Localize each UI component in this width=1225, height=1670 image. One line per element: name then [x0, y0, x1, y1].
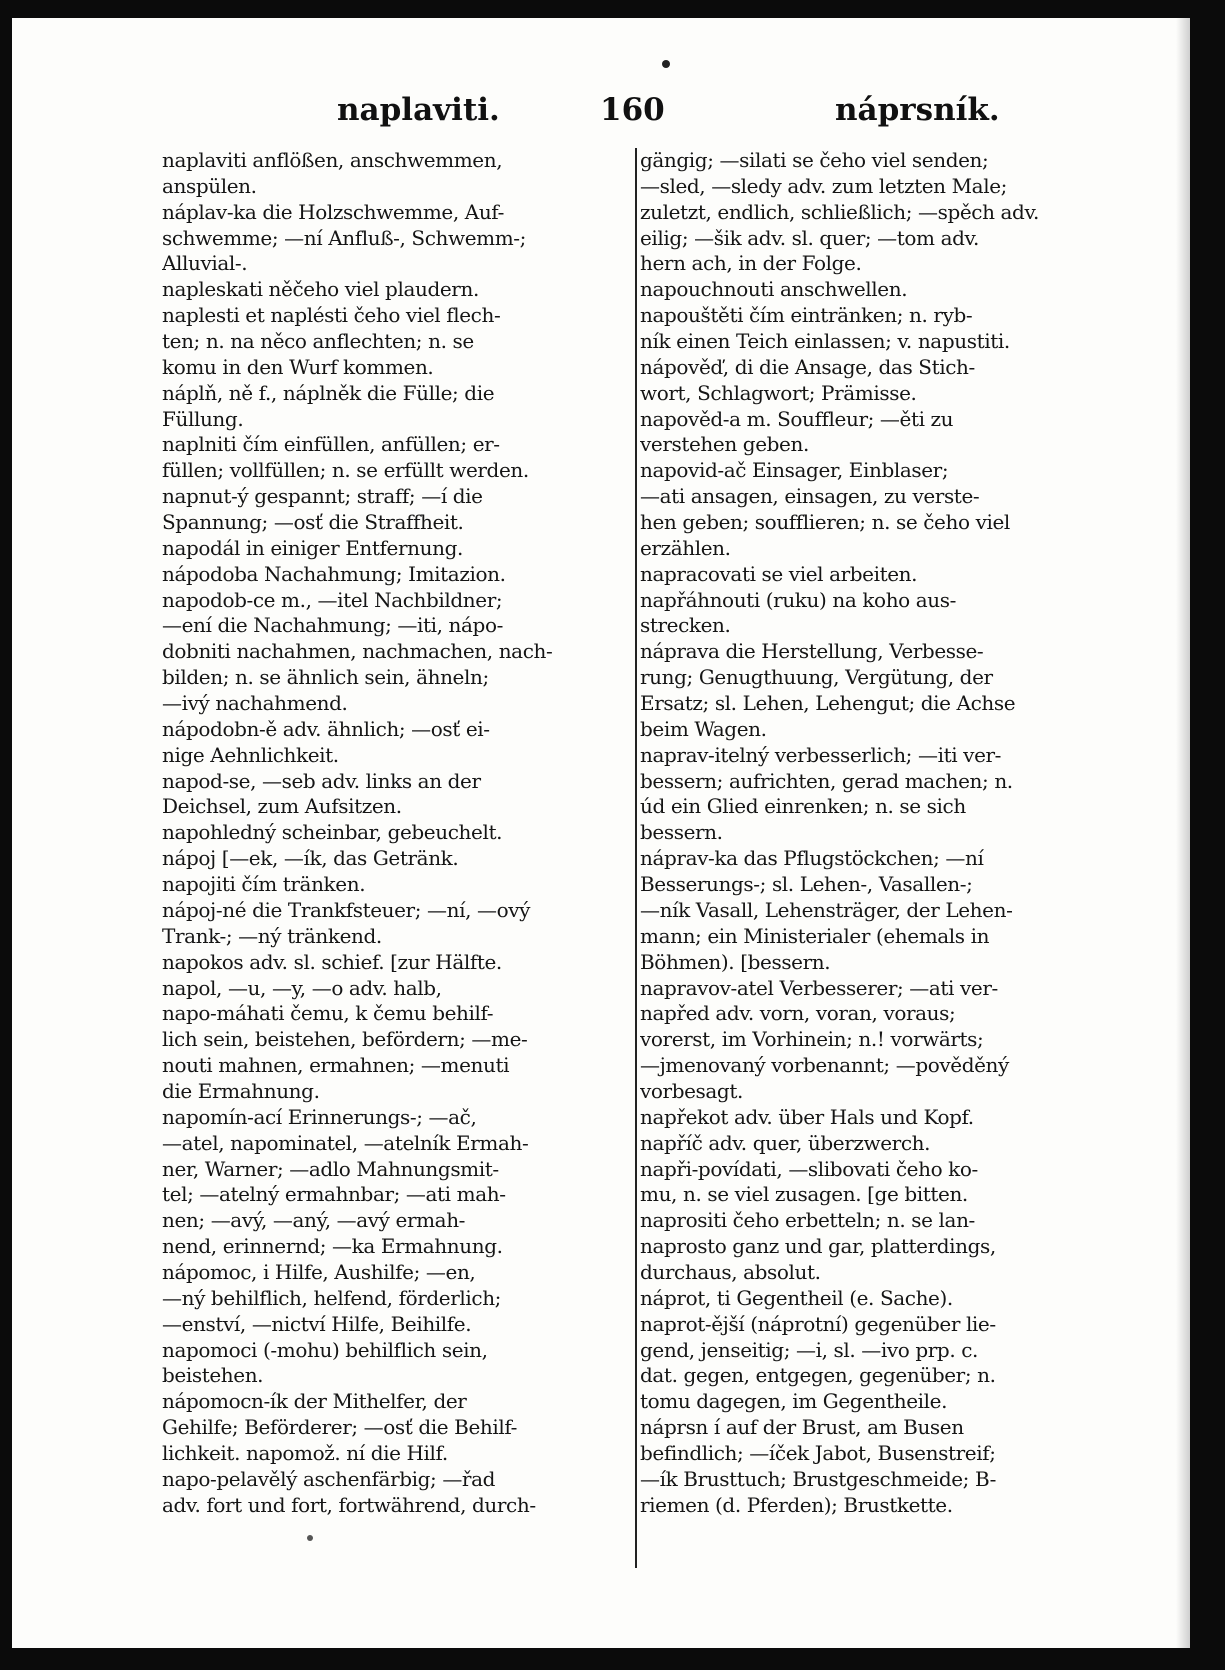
- right-column: [640, 148, 1122, 1519]
- entry-line: rung; Genugthuung, Vergütung, der: [640, 665, 993, 690]
- entry-line: die Ermahnung.: [162, 1078, 320, 1103]
- entry-line: bilden; n. se ähnlich sein, ähneln;: [162, 665, 489, 690]
- ink-dot: [307, 1535, 313, 1541]
- entry-line: —atel, napominatel, —atelník Ermah-: [162, 1130, 529, 1155]
- entry-line: nápoj-né die Trankfsteuer; —ní, —ový: [162, 897, 531, 922]
- entry-line: nápoj [—ek, —ík, das Getränk.: [162, 846, 459, 871]
- entry-line: napomín-ací Erinnerungs-; —ač,: [162, 1104, 477, 1129]
- entry-line: eilig; —šik adv. sl. quer; —tom adv.: [640, 225, 979, 250]
- entry-line: nápověď, di die Ansage, das Stich-: [640, 354, 975, 379]
- entry-line: úd ein Glied einrenken; n. se sich: [640, 794, 966, 819]
- entry-line: naprav-itelný verbesserlich; —iti ver-: [640, 742, 1002, 767]
- entry-line: bessern; aufrichten, gerad machen; n.: [640, 768, 1013, 793]
- entry-line: napleskati něčeho viel plaudern.: [162, 277, 479, 302]
- entry-line: hen geben; soufflieren; n. se čeho viel: [640, 510, 1010, 535]
- entry-line: naprot-ější (náprotní) gegenüber lie-: [640, 1311, 996, 1336]
- entry-line: Spannung; —osť die Straffheit.: [162, 510, 464, 535]
- entry-line: nápodobn-ě adv. ähnlich; —osť ei-: [162, 716, 490, 741]
- entry-line: Böhmen). [bessern.: [640, 949, 831, 974]
- entry-line: napracovati se viel arbeiten.: [640, 561, 918, 586]
- entry-line: napřed adv. vorn, voran, voraus;: [640, 1001, 956, 1026]
- entry-line: mann; ein Ministerialer (ehemals in: [640, 923, 990, 948]
- entry-line: napo-pelavělý aschenfärbig; —řad: [162, 1466, 496, 1491]
- entry-line: napouchnouti anschwellen.: [640, 277, 908, 302]
- entry-line: napokos adv. sl. schief. [zur Hälfte.: [162, 949, 502, 974]
- entry-line: nen; —avý, —aný, —avý ermah-: [162, 1208, 466, 1233]
- entry-line: —jmenovaný vorbenannt; —pověděný: [640, 1053, 1009, 1078]
- entry-line: napodob-ce m., —itel Nachbildner;: [162, 587, 503, 612]
- column-divider: [635, 148, 637, 1568]
- entry-line: bessern.: [640, 820, 723, 845]
- left-column: [162, 148, 632, 1519]
- entry-line: vorbesagt.: [640, 1078, 743, 1103]
- entry-line: nápodoba Nachahmung; Imitazion.: [162, 561, 506, 586]
- header-left-guideword: naplaviti.: [337, 92, 500, 128]
- entry-line: náprsn í auf der Brust, am Busen: [640, 1415, 964, 1440]
- entry-line: napověd-a m. Souffleur; —ěti zu: [640, 406, 954, 431]
- entry-line: naprosto ganz und gar, platterdings,: [640, 1234, 996, 1259]
- dictionary-page: [12, 18, 1190, 1648]
- entry-line: ník einen Teich einlassen; v. napustiti.: [640, 329, 1010, 354]
- entry-line: náprot, ti Gegentheil (e. Sache).: [640, 1285, 953, 1310]
- entry-line: —ení die Nachahmung; —iti, nápo-: [162, 613, 503, 638]
- entry-line: naprositi čeho erbetteln; n. se lan-: [640, 1208, 975, 1233]
- entry-line: naplesti et naplésti čeho viel flech-: [162, 303, 501, 328]
- entry-line: wort, Schlagwort; Prämisse.: [640, 380, 917, 405]
- entry-line: nend, erinnernd; —ka Ermahnung.: [162, 1234, 503, 1259]
- entry-line: lich sein, beistehen, befördern; —me-: [162, 1027, 528, 1052]
- entry-line: dobniti nachahmen, nachmachen, nach-: [162, 639, 553, 664]
- entry-line: napomoci (-mohu) behilflich sein,: [162, 1337, 488, 1362]
- entry-line: napři-povídati, —slibovati čeho ko-: [640, 1156, 978, 1181]
- entry-line: —ivý nachahmend.: [162, 691, 348, 716]
- ink-dot: [662, 60, 670, 68]
- entry-line: strecken.: [640, 613, 731, 638]
- entry-line: verstehen geben.: [640, 432, 809, 457]
- entry-line: napod-se, —seb adv. links an der: [162, 768, 481, 793]
- entry-line: naplaviti anflößen, anschwemmen,: [162, 148, 503, 172]
- entry-line: napnut-ý gespannt; straff; —í die: [162, 484, 483, 509]
- entry-line: schwemme; —ní Anfluß-, Schwemm-;: [162, 225, 526, 250]
- entry-line: befindlich; —íček Jabot, Busenstreif;: [640, 1440, 996, 1465]
- entry-line: Füllung.: [162, 406, 244, 431]
- entry-line: nápomocn-ík der Mithelfer, der: [162, 1389, 467, 1414]
- entry-line: naplniti čím einfüllen, anfüllen; er-: [162, 432, 500, 457]
- entry-line: beistehen.: [162, 1363, 264, 1388]
- entry-line: nige Aehnlichkeit.: [162, 742, 339, 767]
- entry-line: hern ach, in der Folge.: [640, 251, 862, 276]
- entry-line: mu, n. se viel zusagen. [ge bitten.: [640, 1182, 968, 1207]
- entry-line: napo-máhati čemu, k čemu behilf-: [162, 1001, 494, 1026]
- entry-line: Alluvial-.: [162, 251, 248, 276]
- entry-line: napříč adv. quer, überzwerch.: [640, 1130, 931, 1155]
- entry-line: nouti mahnen, ermahnen; —menuti: [162, 1053, 510, 1078]
- entry-line: riemen (d. Pferden); Brustkette.: [640, 1492, 953, 1517]
- header-right-guideword: náprsník.: [835, 92, 1000, 128]
- page-edge: [1176, 18, 1190, 1648]
- entry-line: nápomoc, i Hilfe, Aushilfe; —en,: [162, 1259, 476, 1284]
- entry-line: napodál in einiger Entfernung.: [162, 535, 463, 560]
- entry-line: anspülen.: [162, 173, 257, 198]
- entry-line: komu in den Wurf kommen.: [162, 354, 434, 379]
- entry-line: —enství, —nictví Hilfe, Beihilfe.: [162, 1311, 472, 1336]
- entry-line: napřekot adv. über Hals und Kopf.: [640, 1104, 974, 1129]
- entry-line: ner, Warner; —adlo Mahnungsmit-: [162, 1156, 499, 1181]
- entry-line: napovid-ač Einsager, Einblaser;: [640, 458, 949, 483]
- entry-line: —sled, —sledy adv. zum letzten Male;: [640, 173, 1007, 198]
- entry-line: Trank-; —ný tränkend.: [162, 923, 382, 948]
- entry-line: gend, jenseitig; —i, sl. —ivo prp. c.: [640, 1337, 979, 1362]
- entry-line: napravov-atel Verbesserer; —ati ver-: [640, 975, 998, 1000]
- entry-line: napouštěti čím eintränken; n. ryb-: [640, 303, 973, 328]
- entry-line: füllen; vollfüllen; n. se erfüllt werden.: [162, 458, 529, 483]
- entry-line: tel; —atelný ermahnbar; —ati mah-: [162, 1182, 506, 1207]
- entry-line: dat. gegen, entgegen, gegenüber; n.: [640, 1363, 996, 1388]
- entry-line: durchaus, absolut.: [640, 1259, 821, 1284]
- entry-line: Besserungs-; sl. Lehen-, Vasallen-;: [640, 872, 973, 897]
- entry-line: erzählen.: [640, 535, 731, 560]
- entry-line: —ník Vasall, Lehensträger, der Lehen-: [640, 897, 1013, 922]
- entry-line: beim Wagen.: [640, 716, 767, 741]
- entry-line: —ný behilflich, helfend, förderlich;: [162, 1285, 502, 1310]
- entry-line: napojiti čím tränken.: [162, 872, 366, 897]
- entry-line: vorerst, im Vorhinein; n.! vorwärts;: [640, 1027, 984, 1052]
- entry-line: —ati ansagen, einsagen, zu verste-: [640, 484, 980, 509]
- entry-line: zuletzt, endlich, schließlich; —spěch adv.: [640, 199, 1039, 224]
- page-number: 160: [600, 92, 665, 128]
- entry-line: gängig; —silati se čeho viel senden;: [640, 148, 989, 172]
- entry-line: —ík Brusttuch; Brustgeschmeide; B-: [640, 1466, 996, 1491]
- entry-line: lichkeit. napomož. ní die Hilf.: [162, 1440, 448, 1465]
- entry-line: náprav-ka das Pflugstöckchen; —ní: [640, 846, 984, 871]
- entry-line: adv. fort und fort, fortwährend, durch-: [162, 1492, 536, 1517]
- entry-line: ten; n. na něco anflechten; n. se: [162, 329, 474, 354]
- entry-line: Deichsel, zum Aufsitzen.: [162, 794, 402, 819]
- entry-line: náplň, ně f., náplněk die Fülle; die: [162, 380, 495, 405]
- entry-line: napohledný scheinbar, gebeuchelt.: [162, 820, 503, 845]
- entry-line: Gehilfe; Beförderer; —osť die Behilf-: [162, 1415, 517, 1440]
- entry-line: Ersatz; sl. Lehen, Lehengut; die Achse: [640, 691, 1016, 716]
- entry-line: náplav-ka die Holzschwemme, Auf-: [162, 199, 504, 224]
- entry-line: napol, —u, —y, —o adv. halb,: [162, 975, 442, 1000]
- entry-line: tomu dagegen, im Gegentheile.: [640, 1389, 948, 1414]
- entry-line: napřáhnouti (ruku) na koho aus-: [640, 587, 956, 612]
- entry-line: náprava die Herstellung, Verbesse-: [640, 639, 984, 664]
